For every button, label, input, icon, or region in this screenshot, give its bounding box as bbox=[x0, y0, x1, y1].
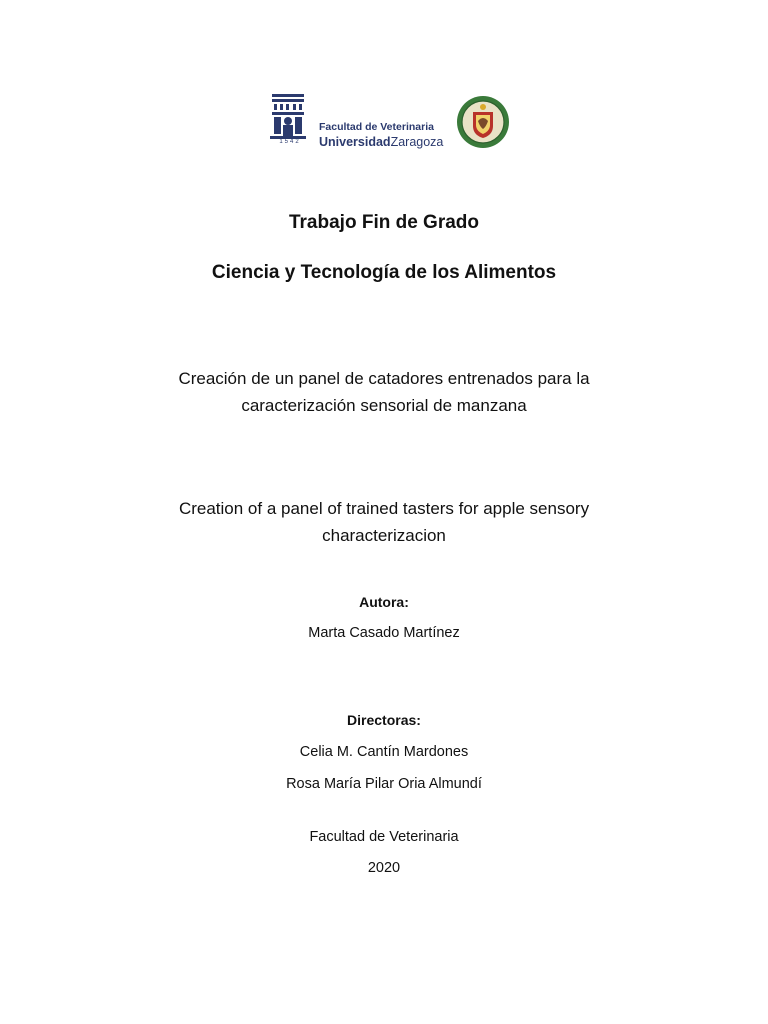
english-title bbox=[0, 495, 768, 549]
spanish-title-line-2: caracterización sensorial de manzana bbox=[241, 396, 527, 415]
author-label: Autora: bbox=[359, 594, 409, 610]
director-name: Celia M. Cantín Mardones bbox=[299, 744, 469, 760]
veterinary-seal-icon bbox=[456, 95, 510, 149]
footer-year: 2020 bbox=[367, 860, 401, 876]
university-wordmark-city: Zaragoza bbox=[390, 135, 444, 149]
author-name: Marta Casado Martínez bbox=[308, 625, 460, 641]
founding-year: 1542 bbox=[279, 139, 301, 145]
spanish-title bbox=[0, 365, 768, 419]
director-name: Rosa María Pilar Oria Almundí bbox=[286, 776, 482, 792]
footer-faculty: Facultad de Veterinaria bbox=[309, 829, 459, 845]
english-title-line-1: Creation of a panel of trained tasters for apple sensory bbox=[178, 499, 590, 518]
university-wordmark bbox=[319, 135, 443, 149]
english-title-line-2: characterizacion bbox=[322, 526, 446, 545]
directors-label: Directoras: bbox=[347, 712, 421, 728]
degree-type: Trabajo Fin de Grado bbox=[288, 212, 480, 233]
header-logos bbox=[262, 88, 520, 164]
university-wordmark-bold: Universidad bbox=[319, 135, 391, 149]
spanish-title-line-1: Creación de un panel de catadores entrenados para la bbox=[178, 369, 590, 388]
degree-name: Ciencia y Tecnología de los Alimentos bbox=[211, 262, 557, 283]
faculty-wordmark: Facultad de Veterinaria bbox=[319, 121, 434, 133]
